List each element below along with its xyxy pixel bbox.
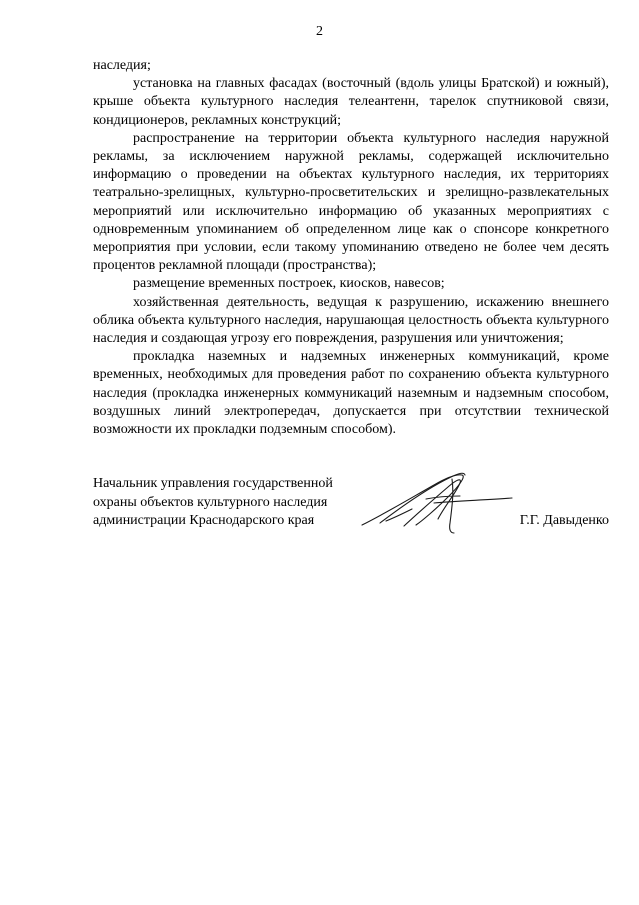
document-body — [93, 57, 609, 439]
paragraph-economic-activity-ban: хозяйственная деятельность, ведущая к разрушению, искажению внешнего облика объекта культурного наследия, нарушающая целостность объекта культурного наследия и создающая угрозу его повреждения, разрушения или уничтожения; — [93, 294, 609, 347]
paragraph-utilities-ban: прокладка наземных и надземных инженерных коммуникаций, кроме временных, необходимых для проведения работ по сохранению объекта культурного наследия (прокладка инженерных коммуникаций наземным и надземным способом, воздушных линий электропередач, допускается при отсутствии технической возможности их прокладки подземным способом). — [93, 349, 609, 438]
signatory-title-line-3: администрации Краснодарского края — [93, 513, 315, 528]
signatory-name: Г.Г. Давыденко — [519, 513, 609, 528]
paragraph-antennas-ban: установка на главных фасадах (восточный (вдоль улицы Братской) и южный), крыше объекта культурного наследия телеантенн, тарелок спутниковой связи, кондиционеров, рекламных конструкций; — [93, 76, 609, 128]
signatory-title-line-2: охраны объектов культурного наследия — [93, 494, 328, 510]
page-number: 2 — [316, 24, 323, 39]
paragraph-temporary-structures-ban: размещение временных построек, киосков, навесов; — [133, 276, 445, 292]
signatory-title-line-1: Начальник управления государственной — [93, 476, 333, 491]
paragraph-continuation: наследия; — [93, 58, 151, 73]
paragraph-advertising-ban: распространение на территории объекта культурного наследия наружной рекламы, за исключением наружной рекламы, содержащей исключительно информацию о проведении на объектах культурного наследия, их территориях театрально-зрелищных, культурно-просветительских и зрелищно-развлекательных мероприятий или исключительно информацию об указанных мероприятиях с одновременным упоминанием об определенном лице как о спонсоре конкретного мероприятия при условии, если такому упоминанию отведено не более чем десять процентов рекламной площади (пространства); — [93, 130, 609, 274]
handwritten-signature — [356, 463, 516, 538]
signature-block — [93, 475, 609, 535]
